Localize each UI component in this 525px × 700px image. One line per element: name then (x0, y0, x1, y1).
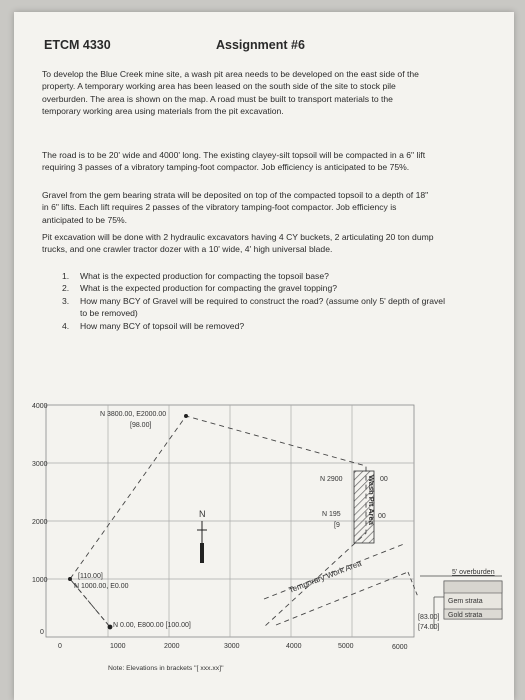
question-text: What is the expected production for compacting the topsoil base? (80, 271, 329, 281)
course-title: ETCM 4330 (44, 38, 111, 52)
text-line: To develop the Blue Creek mine site, a wash pit area needs to be developed on the east side of the (42, 69, 419, 79)
question-text: How many BCY of Gravel will be required to construct the road? (assume only 5' depth of gravel (80, 295, 445, 306)
point-label: 00 (378, 513, 386, 520)
question-item (62, 320, 492, 332)
north-label: N (199, 509, 206, 519)
y-tick-label: 2000 (32, 519, 48, 526)
question-number: 4. (62, 320, 70, 331)
x-tick-label: 5000 (338, 643, 354, 650)
overburden-label: 5' overburden (452, 569, 495, 576)
assignment-sheet (14, 12, 514, 700)
x-tick-label: 4000 (286, 643, 302, 650)
elevation-label: [110.00] (78, 573, 103, 580)
paragraph-road (42, 149, 490, 174)
x-tick-label: 1000 (110, 643, 126, 650)
x-tick-label: 3000 (224, 643, 240, 650)
paragraph-gravel (42, 189, 490, 226)
text-line: trucks, and one crawler tractor dozer with a 10' wide, 4' high universal blade. (42, 244, 333, 255)
y-tick-label: 1000 (32, 577, 48, 584)
text-line: overburden. The area is shown on the map. A road must be built to transport materials to the (42, 93, 393, 104)
point-marker (108, 625, 113, 630)
strata-fill (444, 581, 502, 593)
text-line: Gravel from the gem bearing strata will be deposited on top of the compacted topsoil to a depth of 18" (42, 190, 429, 200)
point-marker (68, 577, 72, 581)
point-label: N 195 (322, 511, 341, 518)
question-text: How many BCY of topsoil will be removed? (80, 320, 245, 331)
point-label: 00 (380, 476, 388, 483)
gem-strata-label: Gem strata (448, 598, 483, 605)
point-label: N 2900 (320, 476, 343, 483)
gold-strata-label: Gold strata (448, 612, 483, 619)
point-label: N 3800.00, E2000.00 (100, 411, 167, 418)
question-number: 2. (62, 283, 70, 294)
question-item (62, 270, 492, 282)
y-tick-label: 0 (40, 629, 44, 636)
map-note: Note: Elevations in brackets "[ xxx.xx]" (108, 665, 224, 672)
assignment-title: Assignment #6 (216, 38, 305, 52)
property-boundary (70, 416, 366, 627)
work-area-label: Temporary Work Area (287, 558, 363, 595)
elevation-label: [83.00] (418, 614, 440, 621)
text-line: temporary working area using materials from the pit excavation. (42, 106, 284, 117)
north-arrow-icon (197, 521, 207, 563)
paragraph-excavation (42, 231, 490, 256)
point-label: N 0.00, E800.00 [100.00] (113, 622, 191, 629)
question-list (62, 270, 492, 332)
question-number: 3. (62, 295, 70, 306)
x-tick-label: 0 (58, 643, 62, 650)
paragraph-intro (42, 68, 490, 118)
point-label: N 1000.00, E0.00 (74, 583, 129, 590)
y-tick-label: 3000 (32, 461, 48, 468)
x-tick-label: 6000 (392, 644, 408, 651)
wash-pit-label: Wash Pit Area (367, 475, 376, 525)
text-line: in 6" lifts. Each lift requires 2 passes of the vibratory tamping-foot compactor. Job efficiency is (42, 202, 397, 213)
work-area-edge (276, 572, 408, 625)
question-item (62, 282, 492, 294)
question-text: What is the expected production for compacting the gravel topping? (80, 283, 338, 294)
text-line: anticipated to be 75%. (42, 214, 128, 225)
question-number: 1. (62, 271, 70, 281)
work-area-edge (408, 572, 418, 597)
site-map (14, 367, 514, 697)
question-item (62, 295, 492, 320)
point-marker (184, 414, 188, 418)
elevation-label: [74.00] (418, 624, 440, 631)
y-tick-label: 4000 (32, 403, 48, 410)
x-tick-label: 2000 (164, 643, 180, 650)
text-line: requiring 3 passes of a vibratory tamping-foot compactor. Job efficiency is anticipated to be 75%. (42, 162, 410, 173)
text-line: The road is to be 20' wide and 4000' long. The existing clayey-silt topsoil will be compacted in a 6" lift (42, 150, 426, 160)
elevation-label: [9 (334, 522, 340, 529)
elevation-label: [98.00] (130, 422, 152, 429)
question-text: to be removed) (80, 308, 138, 319)
text-line: Pit excavation will be done with 2 hydraulic excavators having 4 CY buckets, 2 articulating 20 ton dump (42, 232, 434, 242)
text-line: property. A temporary working area has been leased on the south side of the site to stock pile (42, 81, 396, 92)
